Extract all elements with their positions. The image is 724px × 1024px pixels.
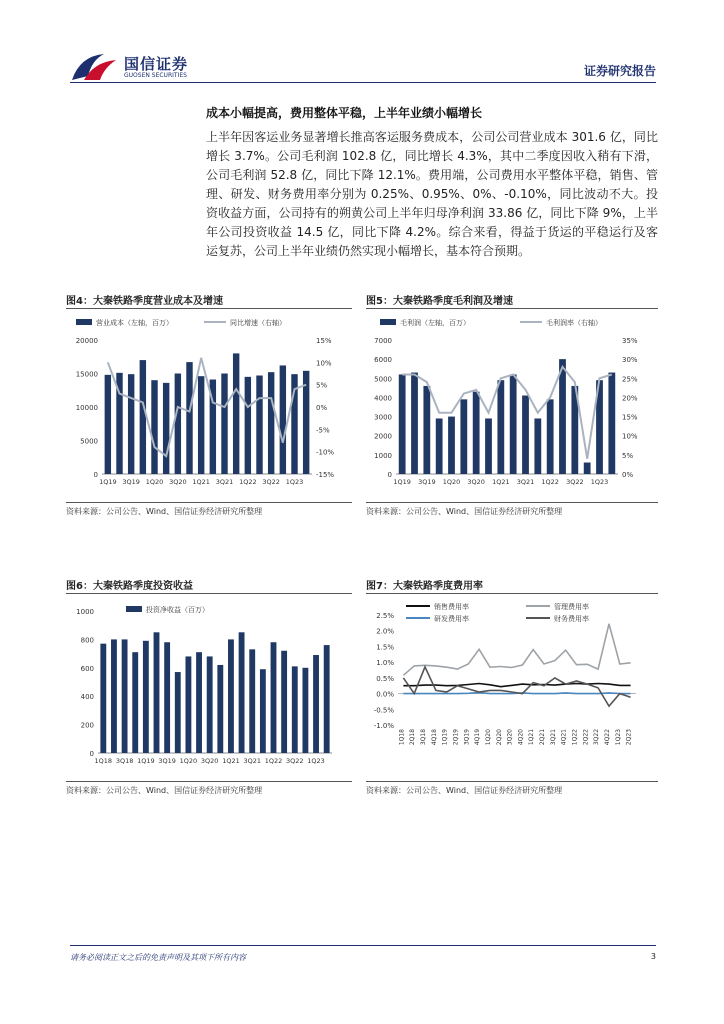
- bar: [207, 656, 213, 753]
- x-tick-label: 3Q21: [243, 757, 261, 765]
- figure-4-top-rule: [66, 308, 352, 309]
- logo-mark-icon: [70, 50, 120, 84]
- y-tick-label: 0.5%: [376, 674, 394, 683]
- legend-label: 投资净收益（百万）: [146, 606, 209, 614]
- x-tick-label: 1Q20: [485, 729, 492, 746]
- bar: [175, 374, 181, 475]
- y2-tick-label: 5%: [316, 381, 328, 390]
- y-tick-label: 20000: [75, 337, 98, 345]
- y-tick-label: 10000: [75, 404, 98, 412]
- y2-tick-label: 10%: [316, 359, 332, 368]
- legend-label: 财务费用率: [554, 615, 589, 623]
- y2-tick-label: 5%: [622, 451, 634, 460]
- bar: [497, 380, 504, 474]
- x-tick-label: 3Q19: [122, 478, 140, 486]
- bar: [111, 639, 117, 753]
- header-divider: [70, 82, 656, 83]
- figure-6-top-rule: [66, 593, 352, 594]
- bar: [154, 632, 160, 753]
- x-tick-label: 1Q22: [541, 478, 559, 486]
- y-tick-label: 0.0%: [376, 690, 394, 699]
- y-tick-label: 5000: [374, 375, 392, 384]
- growth-rate-line: [402, 367, 612, 459]
- bar: [547, 399, 554, 474]
- bar: [175, 672, 181, 753]
- bar: [163, 383, 169, 474]
- y2-tick-label: -15%: [316, 471, 335, 479]
- figure-6-source: 资料来源：公司公告、Wind、国信证券经济研究所整理: [66, 786, 263, 795]
- bar: [198, 376, 204, 474]
- figure-6-bottom-rule: [66, 781, 352, 782]
- y2-tick-label: -5%: [316, 426, 330, 435]
- y-tick-label: 15000: [75, 370, 98, 379]
- series-line-管理费用率: [403, 624, 630, 676]
- x-tick-label: 2Q20: [495, 729, 503, 746]
- bar: [281, 651, 287, 753]
- bar: [256, 376, 262, 474]
- x-tick-label: 1Q23: [285, 478, 304, 486]
- x-tick-label: 1Q23: [307, 757, 325, 765]
- figure-5-title: 图5：大秦铁路季度毛利润及增速: [366, 296, 513, 307]
- legend-label: 管理费用率: [554, 603, 589, 611]
- y-tick-label: 0: [93, 471, 98, 479]
- figure-5-chart: [366, 310, 658, 500]
- x-tick-label: 3Q18: [115, 757, 134, 765]
- figure-6-chart: [66, 595, 352, 779]
- x-tick-label: 1Q19: [137, 757, 155, 765]
- bar: [534, 418, 541, 474]
- legend-label: 同比增速（右轴）: [230, 319, 286, 327]
- report-type-label: 证券研究报告: [583, 64, 656, 78]
- bar: [411, 373, 418, 474]
- x-tick-label: 3Q20: [200, 757, 219, 765]
- y2-tick-label: 30%: [622, 356, 638, 365]
- bar: [292, 666, 298, 753]
- y2-tick-label: 20%: [622, 394, 638, 403]
- y-tick-label: 1.5%: [376, 643, 394, 652]
- y-tick-label: 600: [80, 664, 94, 673]
- bar: [105, 375, 111, 474]
- x-tick-label: 2Q22: [582, 728, 590, 746]
- figure-7: [366, 577, 658, 797]
- legend-label: 营业成本（左轴，百万）: [96, 319, 173, 327]
- y-tick-label: 0: [89, 750, 94, 758]
- legend-swatch-bar: [126, 606, 142, 612]
- x-tick-label: 1Q21: [222, 757, 240, 765]
- y-tick-label: 3000: [374, 413, 392, 422]
- bar: [302, 668, 308, 753]
- x-tick-label: 1Q21: [192, 478, 210, 486]
- x-tick-label: 3Q19: [158, 757, 176, 765]
- bar: [324, 645, 330, 753]
- x-tick-label: 1Q23: [590, 478, 609, 486]
- y-tick-label: 5000: [80, 437, 98, 446]
- y2-tick-label: 15%: [316, 337, 332, 345]
- figure-5: [366, 292, 658, 528]
- x-tick-label: 1Q19: [393, 478, 411, 486]
- bar: [245, 377, 251, 474]
- y-tick-label: 200: [80, 721, 94, 730]
- x-tick-label: 4Q20: [517, 728, 525, 746]
- x-tick-label: 1Q19: [441, 729, 449, 746]
- bar: [249, 649, 255, 753]
- bar: [280, 365, 286, 474]
- page-number: 3: [650, 952, 656, 961]
- y-tick-label: 1000: [374, 451, 392, 460]
- x-tick-label: 3Q22: [566, 478, 584, 486]
- legend-label: 研发费用率: [434, 615, 469, 623]
- y-tick-label: 6000: [374, 356, 392, 365]
- x-tick-label: 3Q19: [418, 478, 436, 486]
- bar: [522, 396, 529, 474]
- bar: [313, 655, 319, 753]
- x-tick-label: 2Q18: [409, 728, 417, 746]
- legend-swatch-bar: [380, 319, 396, 325]
- x-tick-label: 2Q21: [539, 728, 546, 746]
- y2-tick-label: 15%: [622, 413, 638, 422]
- bar: [164, 642, 170, 753]
- x-tick-label: 2Q23: [625, 729, 633, 746]
- x-tick-label: 3Q21: [516, 478, 535, 486]
- y-tick-label: 7000: [374, 337, 392, 345]
- x-tick-label: 3Q22: [593, 728, 601, 746]
- bar: [584, 463, 591, 474]
- bar: [228, 639, 234, 753]
- y-tick-label: 4000: [374, 394, 392, 403]
- bar: [221, 374, 227, 475]
- legend-swatch-bar: [76, 319, 92, 325]
- x-tick-label: 3Q20: [506, 729, 514, 746]
- x-tick-label: 3Q22: [262, 478, 280, 486]
- figure-4-bottom-rule: [66, 502, 352, 503]
- logo-english-name: GUOSEN SECURITIES: [124, 72, 187, 79]
- x-tick-label: 1Q20: [179, 757, 198, 765]
- x-tick-label: 1Q21: [528, 728, 536, 746]
- figure-6-title: 图6：大秦铁路季度投资收益: [66, 581, 193, 592]
- y2-tick-label: 25%: [622, 375, 638, 384]
- x-tick-label: 4Q22: [604, 729, 611, 746]
- y-tick-label: 2.0%: [376, 627, 394, 636]
- bar: [143, 641, 149, 753]
- x-tick-label: 1Q23: [614, 729, 622, 746]
- series-line-销售费用率: [403, 684, 630, 687]
- legend-label: 销售费用率: [434, 603, 469, 611]
- x-tick-label: 3Q21: [215, 478, 234, 486]
- growth-rate-line: [108, 358, 306, 456]
- bar: [151, 380, 157, 474]
- figure-7-source: 资料来源：公司公告、Wind、国信证券经济研究所整理: [366, 786, 563, 795]
- figure-5-source: 资料来源：公司公告、Wind、国信证券经济研究所整理: [366, 507, 563, 516]
- x-tick-label: 1Q22: [571, 729, 579, 746]
- bar: [260, 669, 266, 753]
- bar: [132, 652, 138, 753]
- figure-4-source: 资料来源：公司公告、Wind、国信证券经济研究所整理: [66, 507, 263, 516]
- y-tick-label: 800: [80, 636, 94, 645]
- figure-4: [66, 292, 352, 528]
- x-tick-label: 4Q18: [430, 729, 438, 746]
- figure-6: [66, 577, 352, 797]
- figure-7-title: 图7：大秦铁路季度费用率: [366, 581, 483, 592]
- logo-chinese-name: 国信证券: [124, 55, 189, 73]
- figure-7-bottom-rule: [366, 781, 658, 782]
- x-tick-label: 1Q22: [264, 757, 283, 765]
- bar: [510, 374, 517, 474]
- section-title: 成本小幅提高，费用整体平稳，上半年业绩小幅增长: [206, 106, 483, 120]
- y-tick-label: 1000: [76, 608, 94, 616]
- bar: [485, 418, 492, 474]
- figure-5-bottom-rule: [366, 502, 658, 503]
- y2-tick-label: 35%: [622, 337, 638, 345]
- series-line-财务费用率: [403, 667, 630, 706]
- bar: [122, 639, 128, 753]
- x-tick-label: 2Q19: [452, 729, 460, 746]
- x-tick-label: 4Q19: [474, 728, 482, 746]
- y2-tick-label: 0%: [316, 404, 328, 412]
- bar: [608, 373, 615, 474]
- x-tick-label: 1Q20: [442, 478, 461, 486]
- bar: [271, 642, 277, 753]
- bar: [186, 362, 192, 474]
- bar: [100, 644, 106, 753]
- y-tick-label: 2.5%: [376, 612, 394, 620]
- bar: [559, 359, 566, 474]
- x-tick-label: 3Q21: [549, 729, 557, 746]
- x-tick-label: 3Q19: [463, 728, 471, 746]
- bar: [473, 392, 480, 474]
- bar: [233, 353, 239, 474]
- bar: [399, 374, 406, 474]
- x-tick-label: 1Q19: [99, 478, 117, 486]
- x-tick-label: 3Q20: [467, 478, 485, 486]
- y-tick-label: -1.0%: [373, 722, 394, 730]
- y-tick-label: 400: [80, 693, 94, 702]
- figure-7-chart: [366, 595, 658, 779]
- bar: [448, 417, 455, 474]
- y2-tick-label: 0%: [622, 471, 634, 479]
- y-tick-label: 2000: [374, 432, 392, 441]
- bar: [460, 399, 467, 474]
- legend-label: 毛利润率（右轴）: [546, 319, 602, 327]
- figure-4-chart: [66, 310, 352, 500]
- bar: [140, 360, 146, 474]
- x-tick-label: 4Q21: [560, 729, 568, 746]
- x-tick-label: 3Q22: [286, 757, 304, 765]
- x-tick-label: 1Q18: [398, 728, 406, 746]
- y-tick-label: 1.0%: [376, 659, 394, 668]
- y-tick-label: -0.5%: [373, 706, 394, 715]
- footer-divider: [70, 945, 656, 946]
- figure-5-top-rule: [366, 308, 658, 309]
- x-tick-label: 3Q18: [420, 728, 427, 746]
- legend-label: 毛利润（左轴，百万）: [400, 319, 470, 327]
- y2-tick-label: 10%: [622, 432, 638, 441]
- figure-4-title: 图4：大秦铁路季度营业成本及增速: [66, 296, 223, 307]
- x-tick-label: 1Q22: [239, 478, 257, 486]
- bar: [128, 374, 134, 474]
- y-tick-label: 0: [387, 471, 392, 479]
- figure-7-top-rule: [366, 593, 658, 594]
- x-tick-label: 3Q20: [169, 478, 187, 486]
- x-tick-label: 1Q20: [145, 478, 164, 486]
- disclaimer-notice: 请务必阅读正文之后的免责声明及其项下所有内容: [70, 953, 246, 962]
- bar: [436, 418, 443, 474]
- x-tick-label: 1Q21: [492, 478, 510, 486]
- bar: [185, 656, 191, 753]
- x-tick-label: 1Q18: [94, 757, 113, 765]
- y2-tick-label: -10%: [316, 448, 335, 457]
- bar: [217, 665, 223, 753]
- bar: [268, 372, 274, 474]
- bar: [239, 632, 245, 753]
- section-paragraph: 上半年因客运业务显著增长推高客运服务费成本，公司公司营业成本 301.6 亿，同比增长 3.7%。公司毛利润 102.8 亿，同比增长 4.3%，其中二季度因收入稍有下滑，公司毛利润 52.8 亿，同比下降 12.1%。费用端，公司费用水平整体平稳，销售、管理、研发、财务费用率分别为 0.25%、0.95%、0%、-0.10%，同比波动不大。投资收益方面，公司持有的朔黄公司上半年归母净利润 33.86 亿，同比下降 9%，上半年公司投资收益 14.5 亿，同比下降 4.2%。综合来看，得益于货运的平稳运行及客运复苏，公司上半年业绩仍然实现小幅增长，基本符合预期。: [206, 130, 658, 258]
- bar: [196, 652, 202, 753]
- bar: [423, 386, 430, 474]
